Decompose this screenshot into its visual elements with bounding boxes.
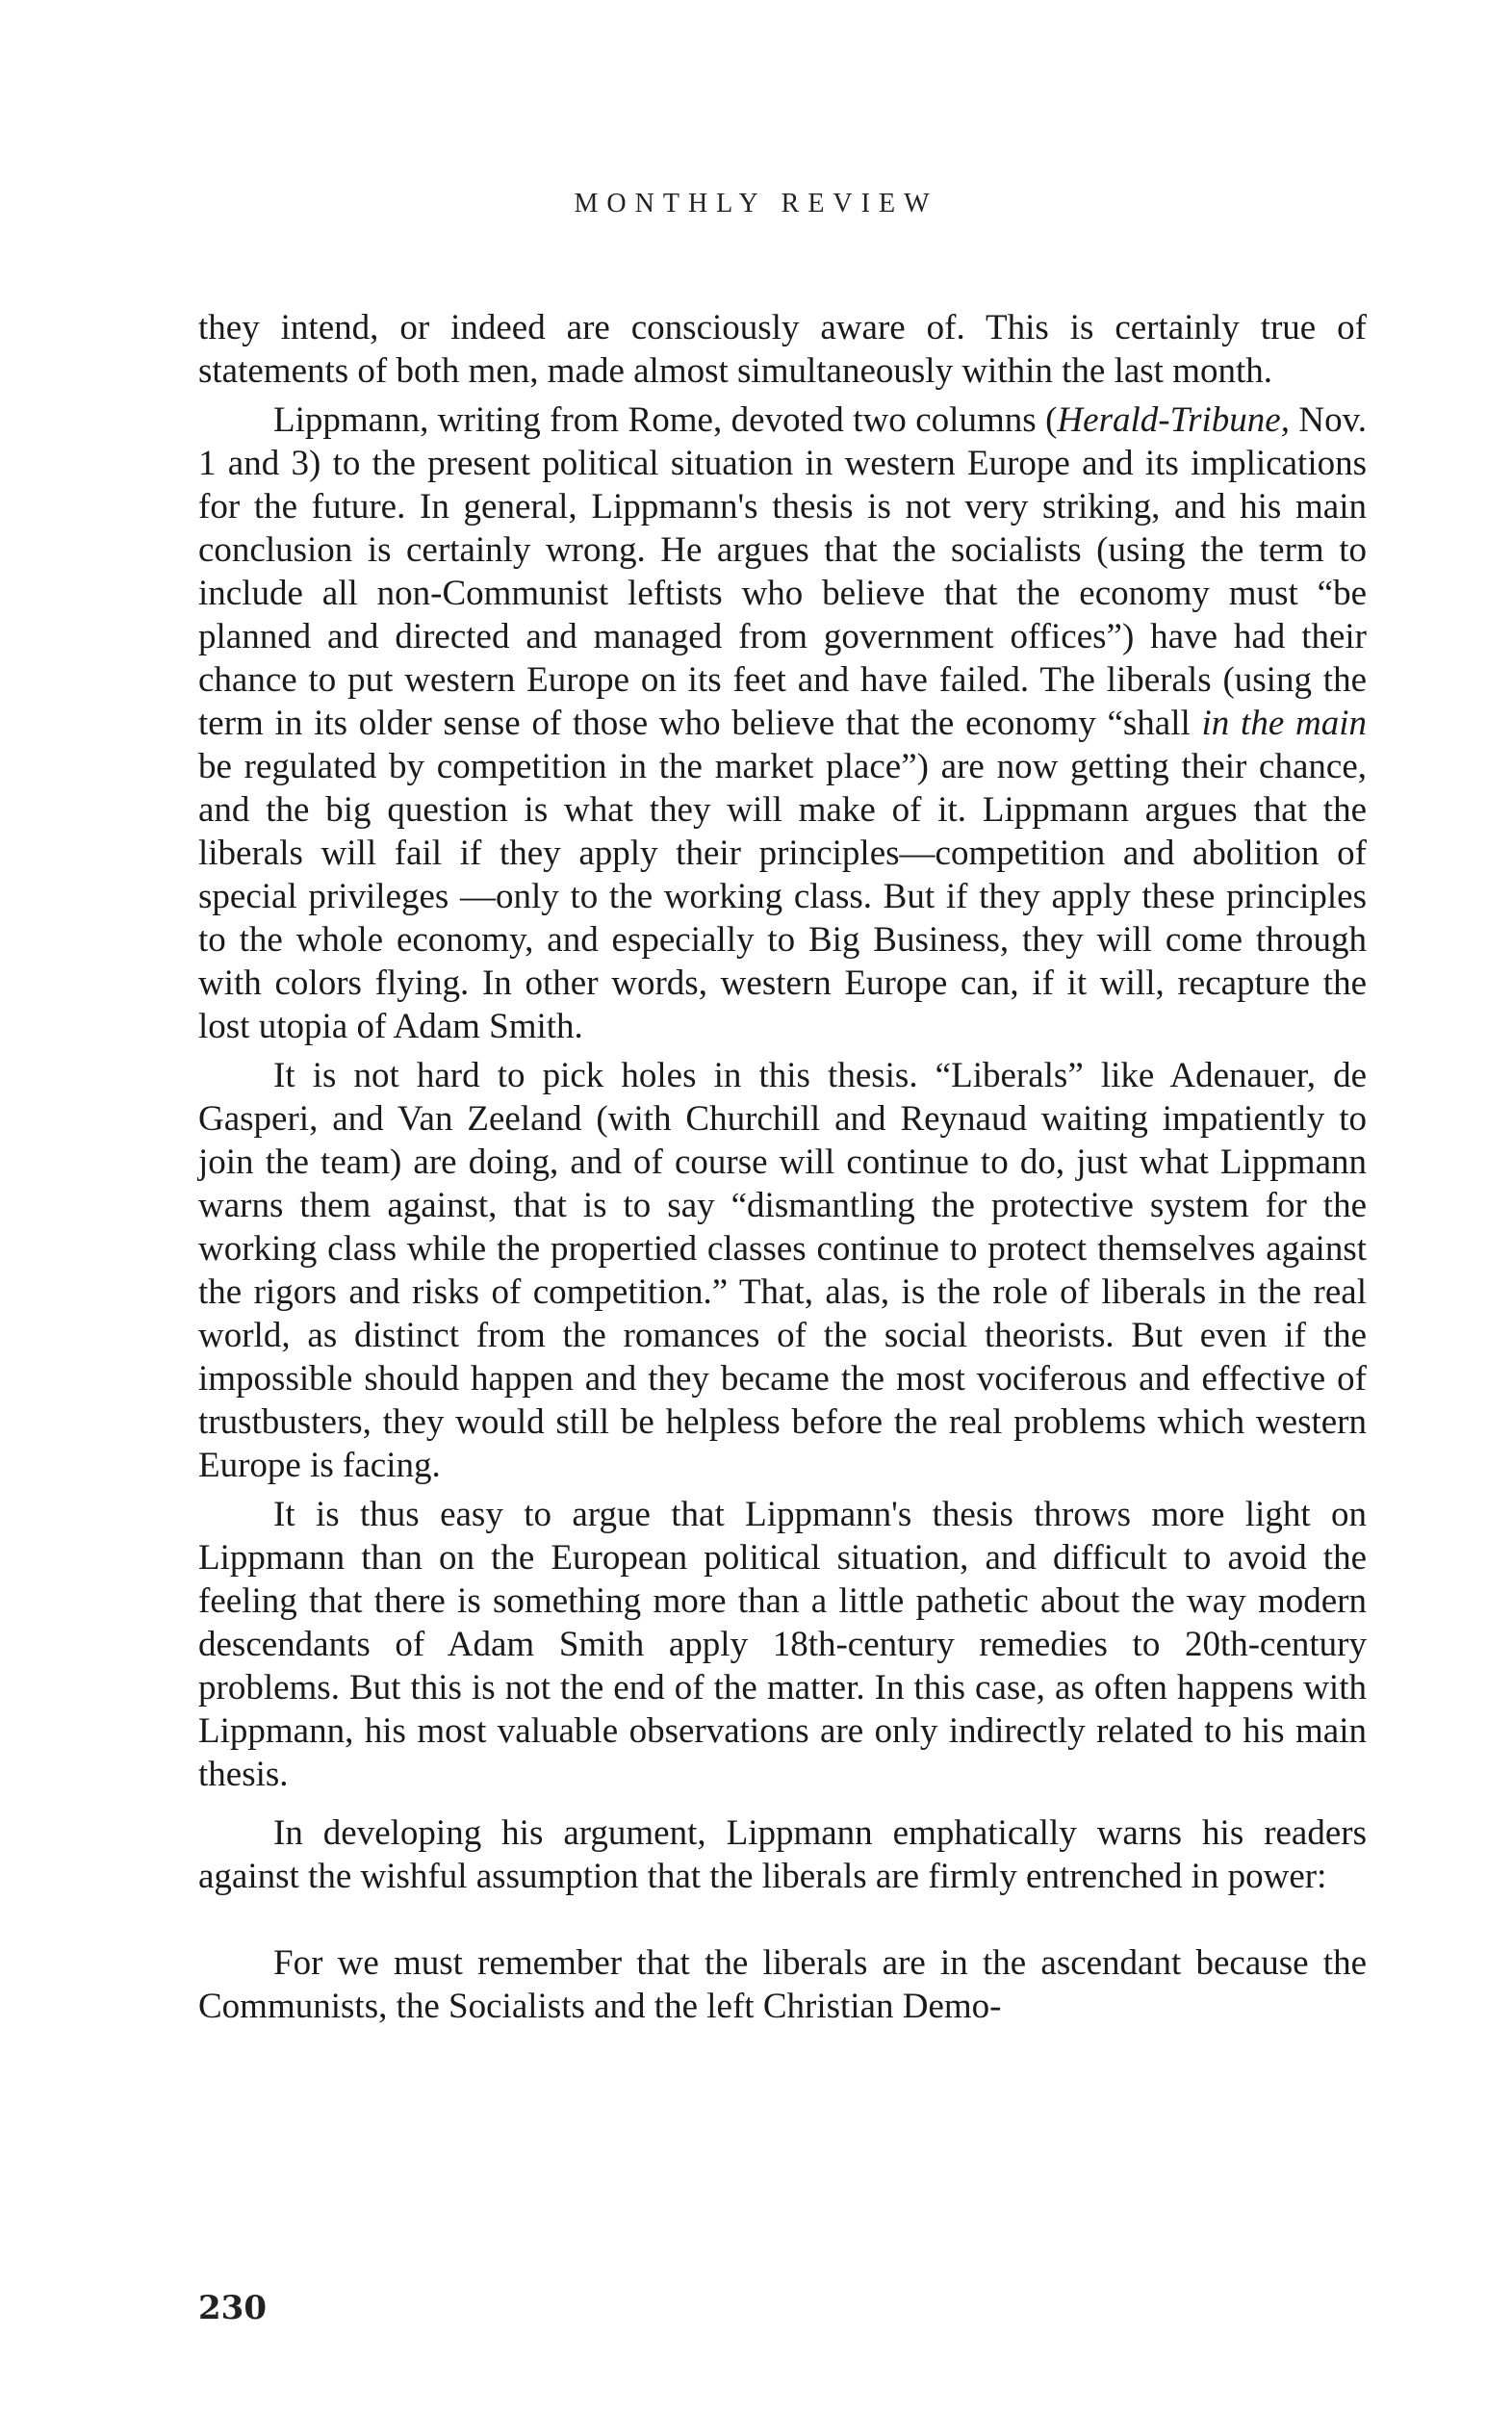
page-number: 230 [198,2289,267,2327]
paragraph-2-text-a: Lippmann, writing from Rome, devoted two columns ( [273,400,1058,440]
article-body [198,306,1367,2028]
paragraph-1: they intend, or indeed are consciously aware of. This is certainly true of statements of both men, made almost simultaneously within the last month. [198,308,1367,391]
block-quotation: For we must remember that the liberals are in the ascendant because the Communists, the Socialists and the left Christian Demo- [198,1943,1367,2026]
paragraph-4: It is thus easy to argue that Lippmann's thesis throws more light on Lippmann than on the European political situation, and difficult to avoid the feeling that there is something more than a little pathetic about the way modern descendants of Adam Smith apply 18th-century remedies to 20th-century problems. But this is not the end of the matter. In this case, as often happens with Lippmann, his most valuable observations are only indirectly related to his main thesis. [198,1495,1367,1794]
paragraph-2-text-c: be regulated by competition in the market place”) are now getting their chance, and the big question is what they will make of it. Lippmann argues that the liberals will fail if they apply their principles—competition and abolition of special privileges —only to the working class. But if they apply these principles to the whole economy, and especially to Big Business, they will come through with colors flying. In other words, western Europe can, if it will, recapture the lost utopia of Adam Smith. [198,747,1367,1046]
paragraph-2 [198,398,1367,1048]
emphasis-phrase: in the main [1201,704,1367,743]
running-head: MONTHLY REVIEW [574,189,938,218]
publication-title: Herald-Tribune, [1057,400,1290,440]
paragraph-2-text-b: Nov. 1 and 3) to the present political situation in western Europe and its implications for the future. In general, Lippmann's thesis is not very striking, and his main conclusion is certainly wrong. He argues that the socialists (using the term to include all non-Communist leftists who believe that the economy must “be planned and directed and managed from government offices”) have had their chance to put western Europe on its feet and have failed. The liberals (using the term in its older sense of those who believe that the economy “shall [198,400,1367,743]
paragraph-5: In developing his argument, Lippmann emphatically warns his readers against the wishful assumption that the liberals are firmly entrenched in power: [198,1813,1367,1896]
paragraph-3: It is not hard to pick holes in this thesis. “Liberals” like Adenauer, de Gasperi, and Van Zeeland (with Churchill and Reynaud waiting impatiently to join the team) are doing, and of course will continue to do, just what Lippmann warns them against, that is to say “dismantling the protective system for the working class while the propertied classes continue to protect themselves against the rigors and risks of competition.” That, alas, is the role of liberals in the real world, as distinct from the romances of the social theorists. But even if the impossible should happen and they became the most vociferous and effective of trustbusters, they would still be helpless before the real problems which western Europe is facing. [198,1056,1367,1485]
